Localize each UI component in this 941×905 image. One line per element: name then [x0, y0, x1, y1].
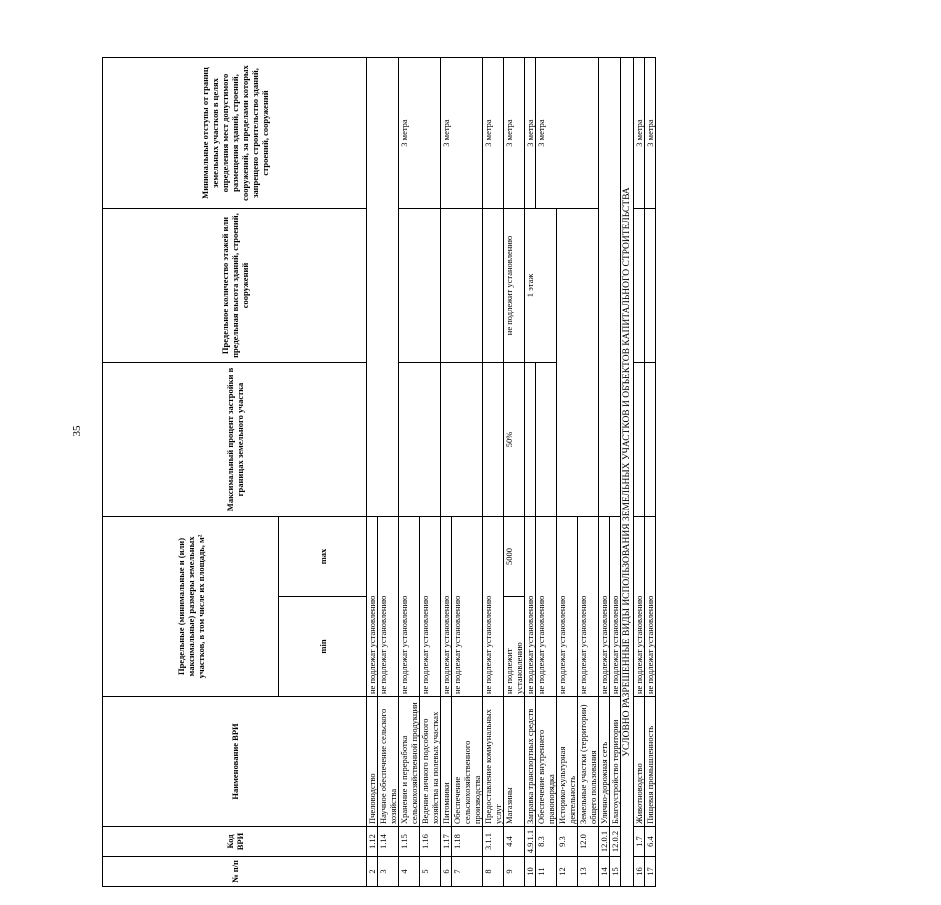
cell-area: не подлежат установлению	[645, 517, 656, 697]
cell-num: 10	[525, 857, 536, 887]
header-setback: Минимальные отступы от границ земельных участков в целях определения мест допустимого размещения зданий, строений, сооружений, за пределами которых запрещено строительство зданий, строений, сооружений	[103, 58, 367, 209]
cell-floors-empty	[645, 209, 656, 363]
cell-name: Пищевая промышленность	[645, 697, 656, 827]
cell-code: 3.1.1	[483, 827, 504, 857]
cell-min: не подлежит установлению	[504, 597, 525, 697]
cell-area: не подлежат установлению	[557, 517, 578, 697]
cell-code: 1.15	[399, 827, 420, 857]
cell-name: Пчеловодство	[367, 697, 378, 827]
cell-empty-block	[367, 58, 399, 517]
cell-empty-block	[599, 58, 621, 517]
table-row	[634, 58, 645, 887]
cell-setback: 3 метра	[441, 58, 483, 209]
cell-name: Магазины	[504, 697, 525, 827]
cell-area: не подлежат установлению	[420, 517, 441, 697]
table-row	[367, 58, 378, 887]
table-row	[525, 58, 536, 887]
cell-setback: 3 метра	[525, 58, 536, 209]
zoning-parameters-table	[102, 57, 656, 887]
cell-floors-empty	[483, 209, 504, 363]
cell-code: 1.14	[378, 827, 399, 857]
cell-area: не подлежат установлению	[441, 517, 452, 697]
cell-setback: 3 метра	[634, 58, 645, 209]
cell-setback: 3 метра	[536, 58, 599, 209]
cell-code: 12.0.2	[610, 827, 621, 857]
cell-name: Научное обеспечение сельского хозяйства	[378, 697, 399, 827]
cell-name: Благоустройство территории	[610, 697, 621, 827]
cell-num: 2	[367, 857, 378, 887]
cell-num: 8	[483, 857, 504, 887]
cell-floors: не подлежит установлению	[504, 209, 525, 363]
cell-setback: 3 метра	[399, 58, 441, 209]
cell-floors: 1 этаж	[525, 209, 557, 363]
header-percent: Максимальный процент застройки в границах земельного участка	[103, 363, 367, 517]
cell-num: 15	[610, 857, 621, 887]
cell-name: Хранение и переработка сельскохозяйственной продукции	[399, 697, 420, 827]
table-row	[441, 58, 452, 887]
cell-name: Питомники	[441, 697, 452, 827]
cell-setback: 3 метра	[504, 58, 525, 209]
cell-max: 5000	[504, 517, 525, 597]
cell-code: 1.18	[452, 827, 483, 857]
cell-area: не подлежат установлению	[634, 517, 645, 697]
cell-name: Улично-дорожная сеть	[599, 697, 610, 827]
rotated-table-container	[102, 58, 655, 887]
header-floors: Предельное количество этажей или предельная высота зданий, строений, сооружений	[103, 209, 367, 363]
cell-num: 13	[578, 857, 599, 887]
cell-percent-empty	[525, 363, 536, 517]
cell-area: не подлежат установлению	[452, 517, 483, 697]
cell-name: Историко-культурная деятельность	[557, 697, 578, 827]
table-row	[645, 58, 656, 887]
cell-name: Обеспечение внутреннего правопорядка	[536, 697, 557, 827]
cell-code: 1.7	[634, 827, 645, 857]
cell-area: не подлежат установлению	[578, 517, 599, 697]
cell-percent: 50%	[504, 363, 525, 517]
cell-code: 4.4	[504, 827, 525, 857]
cell-num: 14	[599, 857, 610, 887]
header-name: Наименование ВРИ	[103, 697, 367, 827]
cell-setback: 3 метра	[645, 58, 656, 209]
cell-area: не подлежат установлению	[483, 517, 504, 697]
table-row	[483, 58, 504, 887]
cell-name: Предоставление коммунальных услуг	[483, 697, 504, 827]
cell-num: 16	[634, 857, 645, 887]
cell-area: не подлежат установлению	[610, 517, 621, 697]
cell-area: не подлежат установлению	[367, 517, 378, 697]
table-row	[599, 58, 610, 887]
table-viewport	[112, 58, 941, 883]
cell-num: 11	[536, 857, 557, 887]
cell-percent-empty	[645, 363, 656, 517]
cell-percent-empty	[399, 363, 441, 517]
page-number: 35	[71, 425, 83, 437]
cell-floors-empty	[399, 209, 441, 363]
cell-name: Обеспечение сельскохозяйственного производства	[452, 697, 483, 827]
cell-code: 12.0	[578, 827, 599, 857]
cell-num: 17	[645, 857, 656, 887]
header-code: Код ВРИ	[103, 827, 367, 857]
cell-code: 4.9.1.1	[525, 827, 536, 857]
cell-area: не подлежат установлению	[599, 517, 610, 697]
cell-num: 4	[399, 857, 420, 887]
cell-area: не подлежат установлению	[399, 517, 420, 697]
cell-code: 6.4	[645, 827, 656, 857]
cell-name: Ведение личного подсобного хозяйства на полевых участках	[420, 697, 441, 827]
cell-floors-empty	[441, 209, 483, 363]
cell-name: Заправка транспортных средств	[525, 697, 536, 827]
cell-area: не подлежат установлению	[378, 517, 399, 697]
cell-name: Земельные участки (территории) общего пользования	[578, 697, 599, 827]
cell-percent-empty	[441, 363, 483, 517]
cell-num: 3	[378, 857, 399, 887]
cell-area: не подлежат установлению	[536, 517, 557, 697]
cell-name: Животноводство	[634, 697, 645, 827]
cell-floors-empty	[634, 209, 645, 363]
cell-num: 5	[420, 857, 441, 887]
cell-code: 8.3	[536, 827, 557, 857]
header-num: № п/п	[103, 857, 367, 887]
header-row	[103, 58, 279, 887]
table-row	[399, 58, 420, 887]
cell-code: 12.0.1	[599, 827, 610, 857]
cell-percent-empty	[536, 363, 557, 517]
cell-code: 1.17	[441, 827, 452, 857]
cell-setback: 3 метра	[483, 58, 504, 209]
section-banner-row	[621, 58, 634, 887]
table-row	[504, 58, 525, 887]
cell-percent-empty	[483, 363, 504, 517]
cell-num: 9	[504, 857, 525, 887]
cell-code: 1.12	[367, 827, 378, 857]
header-max: max	[279, 517, 367, 597]
cell-code: 1.16	[420, 827, 441, 857]
header-area-group: Предельные (минимальные и (или) максимальные) размеры земельных участков, в том числе их площадь, м²	[103, 517, 279, 697]
cell-code: 9.3	[557, 827, 578, 857]
cell-area: не подлежат установлению	[525, 517, 536, 697]
cell-num: 12	[557, 857, 578, 887]
header-min: min	[279, 597, 367, 697]
cell-num: 6	[441, 857, 452, 887]
cell-num: 7	[452, 857, 483, 887]
cell-percent-empty	[634, 363, 645, 517]
table-row	[536, 58, 557, 887]
cell-empty-block	[557, 209, 599, 517]
section-banner: УСЛОВНО РАЗРЕШЕННЫЕ ВИДЫ ИСПОЛЬЗОВАНИЯ ЗЕМЕЛЬНЫХ УЧАСТКОВ И ОБЪЕКТОВ КАПИТАЛЬНОГО СТРОИТЕЛЬСТВА	[621, 58, 634, 887]
